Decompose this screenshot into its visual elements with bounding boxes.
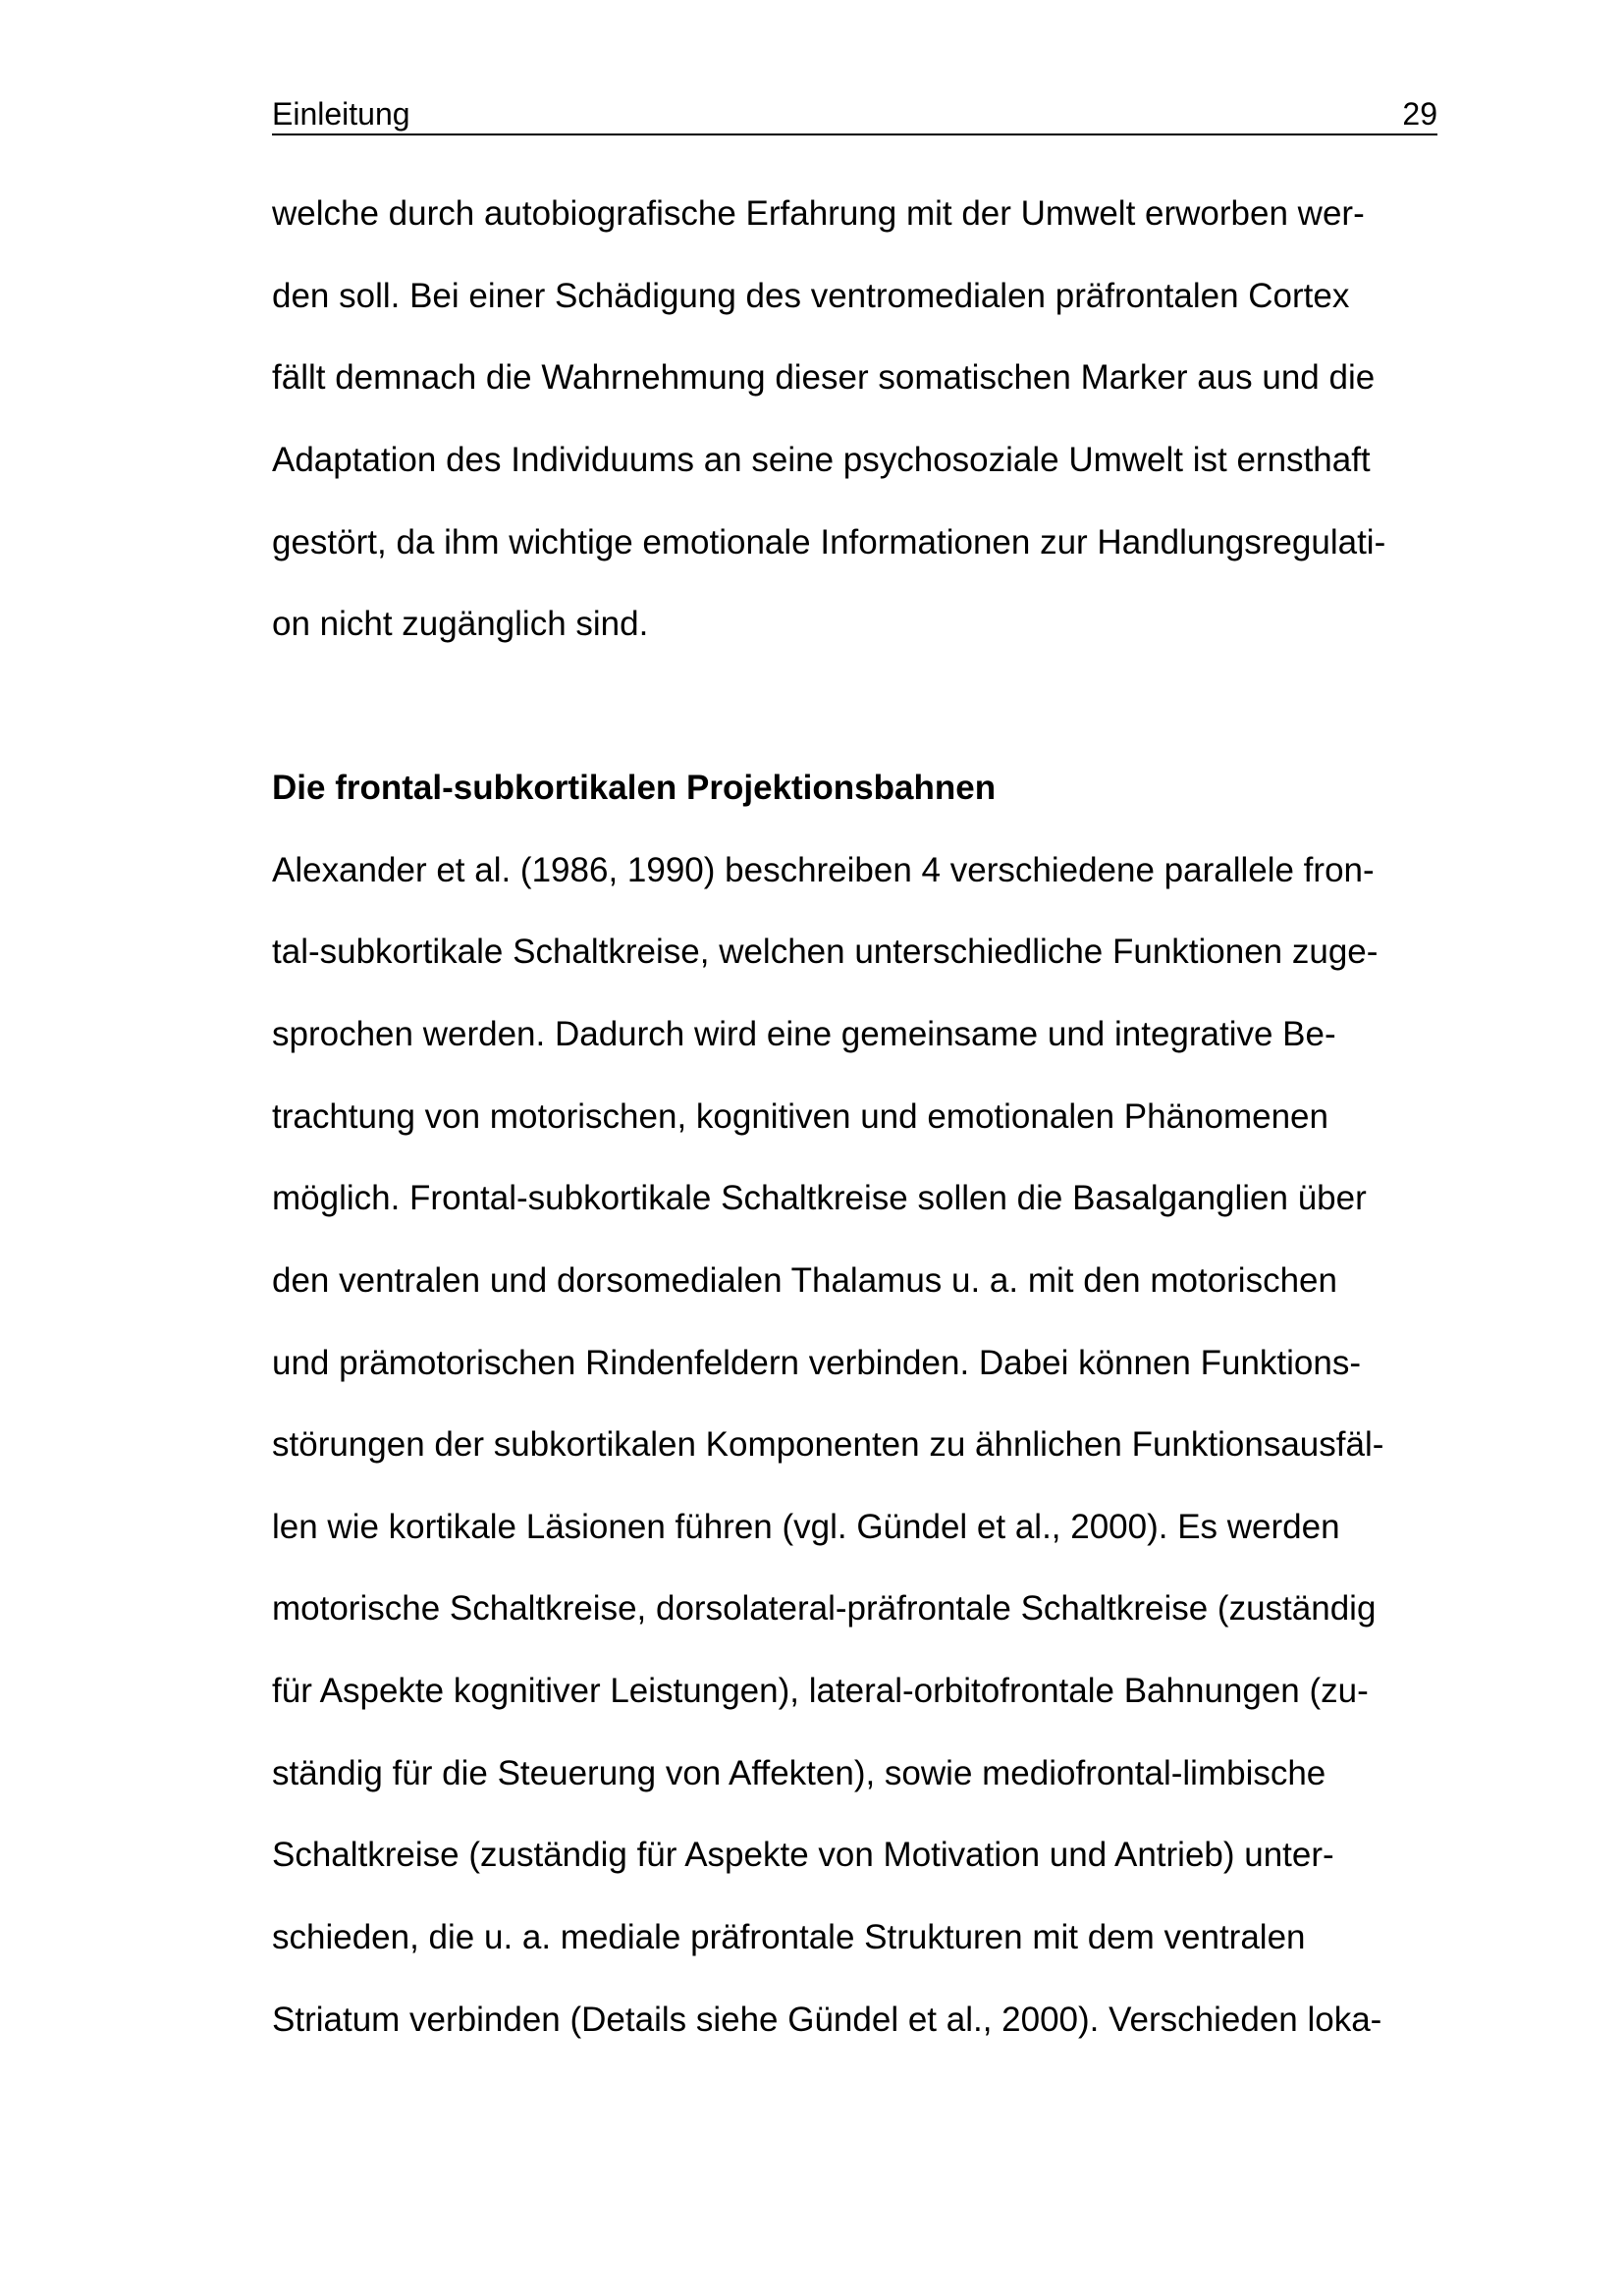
page-header <box>272 94 1437 135</box>
body-line: Adaptation des Individuums an seine psychosoziale Umwelt ist ernsthaft <box>272 441 1371 479</box>
body-line: für Aspekte kognitiver Leistungen), lateral-orbitofrontale Bahnungen (zu- <box>272 1672 1369 1710</box>
body-line: len wie kortikale Läsionen führen (vgl. Gündel et al., 2000). Es werden <box>272 1508 1340 1546</box>
body-line: Alexander et al. (1986, 1990) beschreiben 4 verschiedene parallele fron- <box>272 851 1375 889</box>
body-line: Schaltkreise (zuständig für Aspekte von Motivation und Antrieb) unter- <box>272 1836 1334 1874</box>
body-line: den ventralen und dorsomedialen Thalamus u. a. mit den motorischen <box>272 1261 1337 1300</box>
section-heading: Die frontal-subkortikalen Projektionsbahnen <box>272 769 997 807</box>
body-line: motorische Schaltkreise, dorsolateral-präfrontale Schaltkreise (zuständig <box>272 1589 1377 1628</box>
body-line: gestört, da ihm wichtige emotionale Informationen zur Handlungsregulati- <box>272 523 1386 561</box>
header-title: Einleitung <box>272 96 410 132</box>
body-line: den soll. Bei einer Schädigung des ventromedialen präfrontalen Cortex <box>272 277 1350 315</box>
body-line: trachtung von motorischen, kognitiven und emotionalen Phänomenen <box>272 1097 1328 1136</box>
body-line: tal-subkortikale Schaltkreise, welchen unterschiedliche Funktionen zuge- <box>272 933 1379 971</box>
body-line: Striatum verbinden (Details siehe Gündel et al., 2000). Verschieden loka- <box>272 2001 1382 2039</box>
body-line: schieden, die u. a. mediale präfrontale Strukturen mit dem ventralen <box>272 1918 1306 1956</box>
body-line: und prämotorischen Rindenfeldern verbinden. Dabei können Funktions- <box>272 1344 1362 1382</box>
body-line: sprochen werden. Dadurch wird eine gemeinsame und integrative Be- <box>272 1015 1336 1053</box>
body-line: störungen der subkortikalen Komponenten zu ähnlichen Funktionsausfäl- <box>272 1425 1384 1464</box>
body-line: on nicht zugänglich sind. <box>272 605 649 643</box>
body-line: welche durch autobiografische Erfahrung mit der Umwelt erworben wer- <box>272 194 1365 233</box>
body-line: ständig für die Steuerung von Affekten), sowie mediofrontal-limbische <box>272 1754 1326 1792</box>
page-number: 29 <box>1402 96 1437 132</box>
body-line: möglich. Frontal-subkortikale Schaltkreise sollen die Basalganglien über <box>272 1179 1367 1217</box>
body-line: fällt demnach die Wahrnehmung dieser somatischen Marker aus und die <box>272 358 1376 397</box>
